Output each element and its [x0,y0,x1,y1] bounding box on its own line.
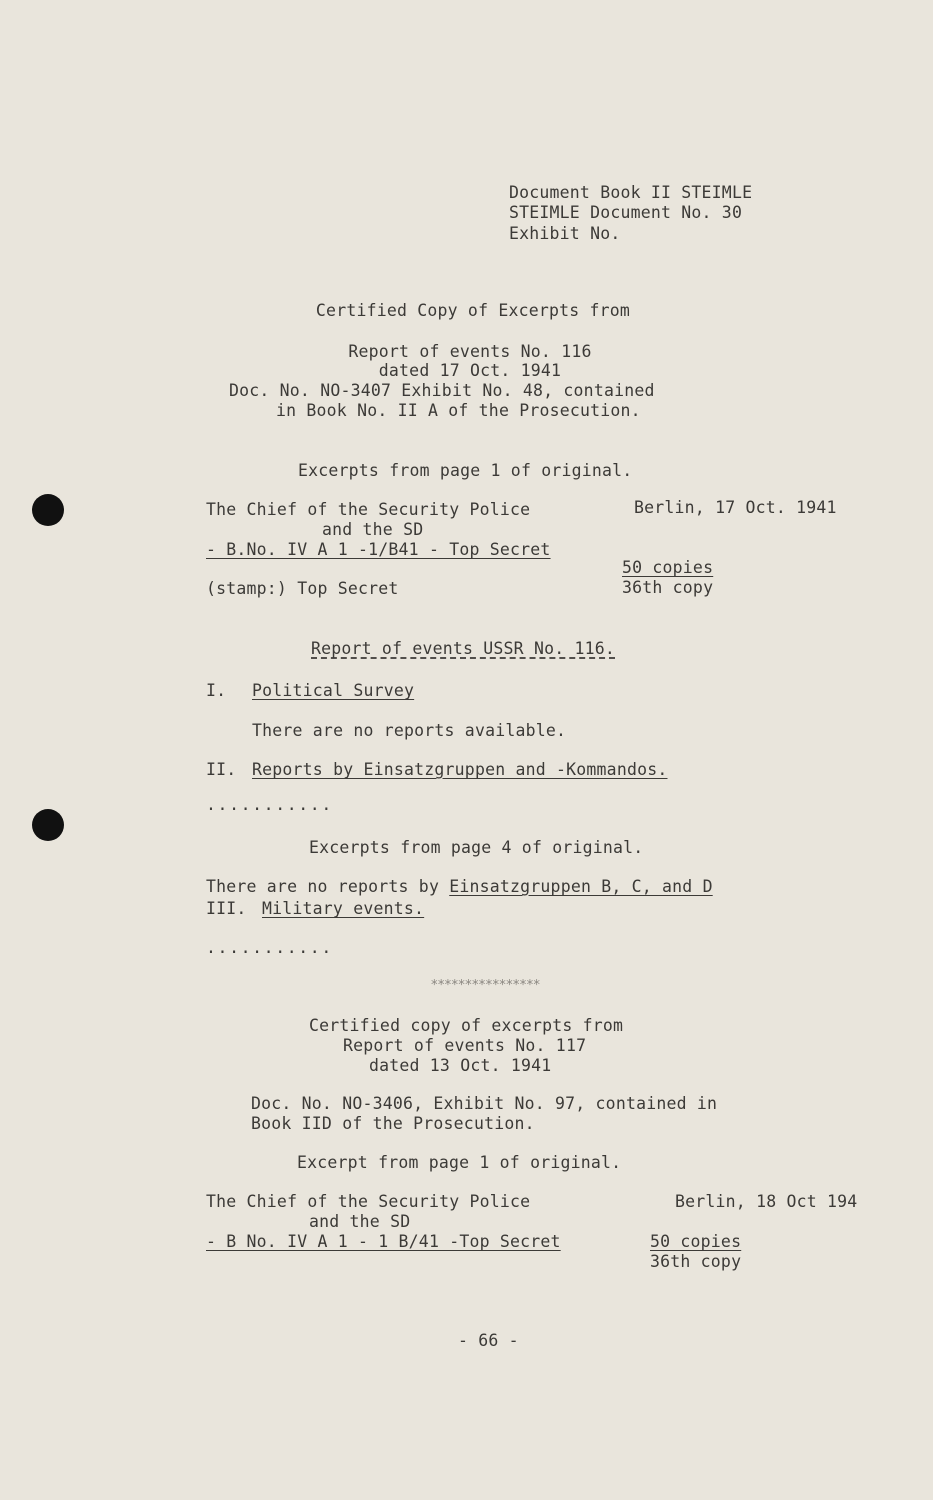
cert2-line-3: dated 13 Oct. 1941 [369,1056,552,1075]
section1-text: There are no reports available. [252,721,567,740]
cert1-line-3: Doc. No. NO-3407 Exhibit No. 48, contained [229,381,655,400]
cert2-doc-line-1: Doc. No. NO-3406, Exhibit No. 97, contained in [251,1094,718,1113]
memo2-sender: The Chief of the Security Police [206,1192,531,1211]
header-line-2: STEIMLE Document No. 30 [509,203,743,222]
excerpt-heading-1: Excerpts from page 1 of original. [298,461,633,480]
memo1-copies: 50 copies [622,558,714,577]
cert1-line-1: Report of events No. 116 [348,342,592,361]
memo1-stamp: (stamp:) Top Secret [206,579,399,598]
no-reports-line [206,877,713,897]
section2-title: Reports by Einsatzgruppen and -Kommandos. [252,760,668,779]
memo1-date: Berlin, 17 Oct. 1941 [634,498,837,517]
asterisk-divider: **************** [430,978,540,993]
cert2-line-2: Report of events No. 117 [343,1036,587,1055]
punch-hole [32,494,64,526]
cert1-line-4: in Book No. II A of the Prosecution. [276,401,641,420]
header-line-1: Document Book II STEIMLE [509,183,753,202]
memo1-copy-number: 36th copy [622,578,714,597]
section1-number: I. [206,681,227,700]
excerpt-heading-2: Excerpts from page 4 of original. [309,838,644,857]
excerpt-heading-3: Excerpt from page 1 of original. [297,1153,622,1172]
report-title: Report of events USSR No. 116. [311,639,616,658]
section2-number: II. [206,760,237,779]
memo2-date: Berlin, 18 Oct 194 [675,1192,858,1211]
no-reports-prefix: There are no reports by [206,877,450,896]
memo1-reference: - B.No. IV A 1 -1/B41 - Top Secret [206,540,551,559]
memo1-sender: The Chief of the Security Police [206,500,531,519]
punch-hole [32,809,64,841]
cert1-title: Certified Copy of Excerpts from [315,301,631,320]
section3-title: Military events. [262,899,425,918]
memo2-sender-2: and the SD [309,1212,411,1231]
cert2-line-1: Certified copy of excerpts from [309,1016,624,1035]
section3-number: III. [206,899,247,918]
memo2-copy-number: 36th copy [650,1252,742,1271]
einsatzgruppen-text: Einsatzgruppen B, C, and D [449,877,713,896]
ellipsis-divider: ........... [206,795,333,814]
cert1-line-2: dated 17 Oct. 1941 [378,361,562,380]
header-line-3: Exhibit No. [509,224,621,243]
memo2-copies: 50 copies [650,1232,742,1251]
ellipsis-divider-2: ........... [206,938,333,957]
cert2-doc-line-2: Book IID of the Prosecution. [251,1114,535,1133]
memo1-sender-2: and the SD [322,520,424,539]
memo2-reference: - B No. IV A 1 - 1 B/41 -Top Secret [206,1232,561,1251]
page-number: - 66 - [458,1331,519,1350]
section1-title: Political Survey [252,681,415,700]
